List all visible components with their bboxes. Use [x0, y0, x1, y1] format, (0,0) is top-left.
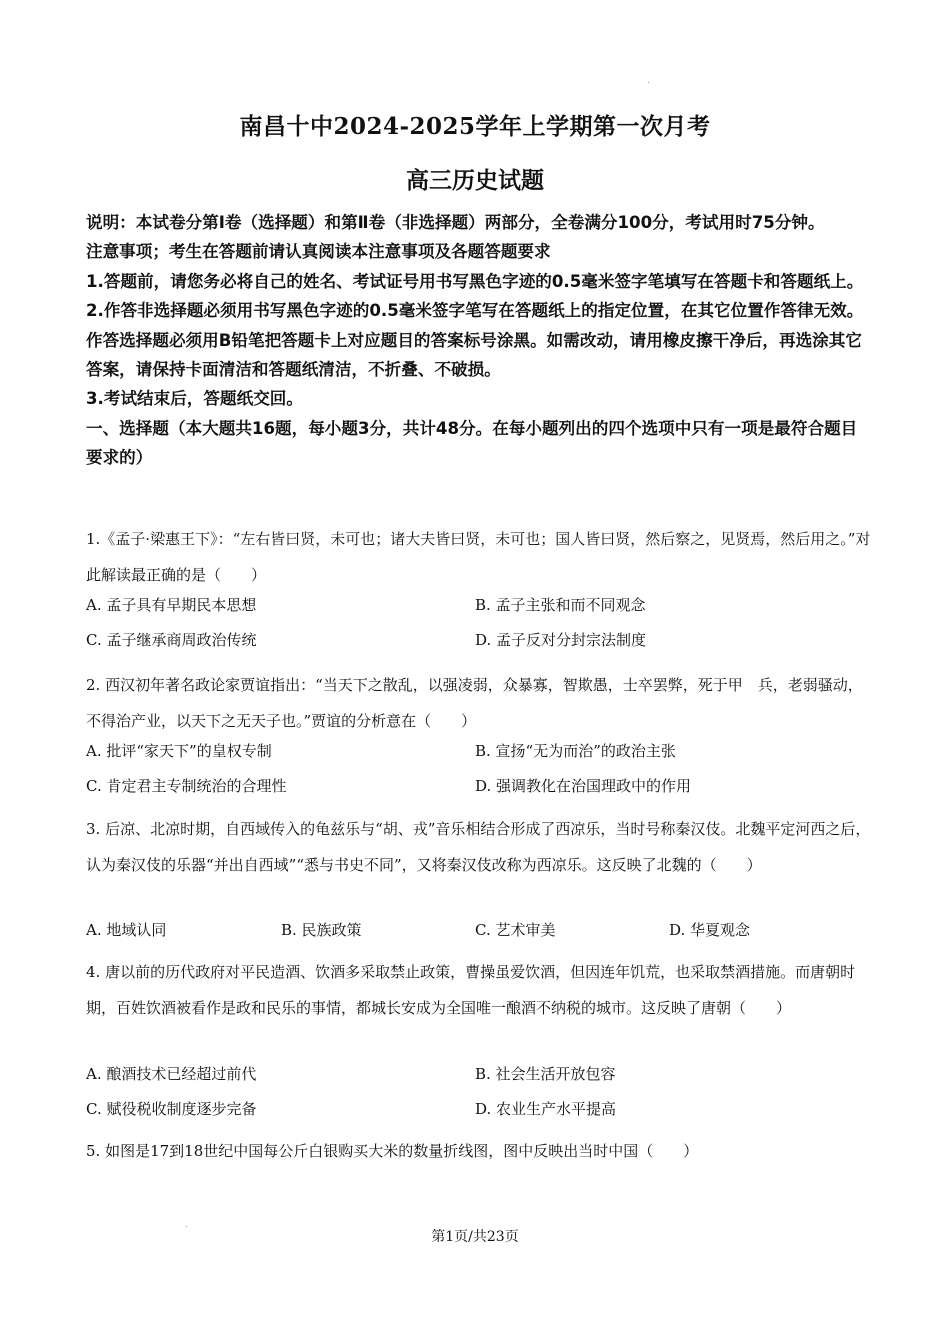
- question-2-options-row: [86, 740, 876, 775]
- question-stem: 3. 后凉、北凉时期，自西域传入的龟兹乐与“胡、戎”音乐相结合形成了西凉乐，当时号称秦汉伎。北魏平定河西之后，认为秦汉伎的乐器“并出自西域”“悉与书史不同”，又将秦汉伎改称为西凉乐。这反映了北魏的（ ）: [86, 820, 871, 874]
- page-number: 第1页/共23页: [431, 1229, 519, 1245]
- option-c: C. 艺术审美: [475, 921, 556, 939]
- instructions-block: [86, 208, 866, 473]
- option-d: D. 孟子反对分封宗法制度: [475, 631, 647, 649]
- question-4-options-row: [86, 1063, 876, 1098]
- instructions-item-3: 3.考试结束后，答题纸交回。: [86, 389, 303, 409]
- question-2: [86, 668, 876, 739]
- instructions-notice-title: 注意事项；考生在答题前请认真阅读本注意事项及各题答题要求: [86, 242, 551, 262]
- option-b: B. 民族政策: [281, 921, 362, 939]
- question-stem: 4. 唐以前的历代政府对平民造酒、饮酒多采取禁止政策，曹操虽爱饮酒，但因连年饥荒，也采取禁酒措施。而唐朝时期，百姓饮酒被看作是政和民乐的事情，都城长安成为全国唯一酿酒不纳税的城市。这反映了唐朝（ ）: [86, 963, 856, 1017]
- question-3: [86, 812, 876, 883]
- option-d: D. 农业生产水平提高: [475, 1100, 617, 1118]
- option-b: B. 宣扬“无为而治”的政治主张: [475, 742, 676, 760]
- question-1: [86, 522, 876, 593]
- option-a: A. 孟子具有早期民本思想: [86, 596, 257, 614]
- option-a: A. 批评“家天下”的皇权专制: [86, 742, 272, 760]
- question-stem: 5. 如图是17到18世纪中国每公斤白银购买大米的数量折线图，图中反映出当时中国（ ）: [86, 1142, 699, 1160]
- question-1-options-row: [86, 594, 876, 629]
- instructions-item-1: 1.答题前，请您务必将自己的姓名、考试证号用书写黑色字迹的0.5毫米签字笔填写在答题卡和答题纸上。: [86, 271, 864, 291]
- option-c: C. 肯定君主专制统治的合理性: [86, 777, 287, 795]
- option-c: C. 赋役税收制度逐步完备: [86, 1100, 257, 1118]
- option-b: B. 孟子主张和而不同观念: [475, 596, 646, 614]
- question-2-options-row: [86, 775, 876, 810]
- question-3-options-row: [86, 919, 876, 954]
- instructions-item-2: 2.作答非选择题必须用书写黑色字迹的0.5毫米签字笔写在答题纸上的指定位置，在其它位置作答律无效。作答选择题必须用B铅笔把答题卡上对应题目的答案标号涂黑。如需改动，请用橡皮擦干净后，再选涂其它答案，请保持卡面清洁和答题纸清洁，不折叠、不破损。: [86, 301, 864, 380]
- option-c: C. 孟子继承商周政治传统: [86, 631, 257, 649]
- question-4-options-row: [86, 1098, 876, 1133]
- question-4: [86, 955, 876, 1026]
- question-stem: 1.《孟子·梁惠王下》：“左右皆曰贤，未可也；诸大夫皆曰贤，未可也；国人皆曰贤，然后察之，见贤焉，然后用之。”对此解读最正确的是（ ）: [86, 530, 871, 584]
- scan-dot: [648, 82, 649, 83]
- instructions-explain: 说明：本试卷分第Ⅰ卷（选择题）和第Ⅱ卷（非选择题）两部分，全卷满分100分，考试用时75分钟。: [86, 213, 825, 232]
- exam-subtitle: 高三历史试题: [406, 167, 544, 194]
- option-d: D. 华夏观念: [669, 921, 751, 939]
- section-heading: 一、选择题（本大题共16题，每小题3分，共计48分。在每小题列出的四个选项中只有一项是最符合题目要求的）: [86, 418, 858, 468]
- exam-title: 南昌十中2024-2025学年上学期第一次月考: [239, 113, 711, 140]
- question-1-options-row: [86, 629, 876, 664]
- option-b: B. 社会生活开放包容: [475, 1065, 616, 1083]
- option-d: D. 强调教化在治国理政中的作用: [475, 777, 692, 795]
- option-a: A. 酿酒技术已经超过前代: [86, 1065, 257, 1083]
- question-stem: 2. 西汉初年著名政论家贾谊指出：“当天下之散乱，以强凌弱，众暴寡，智欺愚，士卒罢弊，死于甲 兵，老弱骚动，不得治产业，以天下之无天子也。”贾谊的分析意在（ ）: [86, 676, 863, 730]
- question-5: [86, 1134, 876, 1170]
- option-a: A. 地域认同: [86, 921, 167, 939]
